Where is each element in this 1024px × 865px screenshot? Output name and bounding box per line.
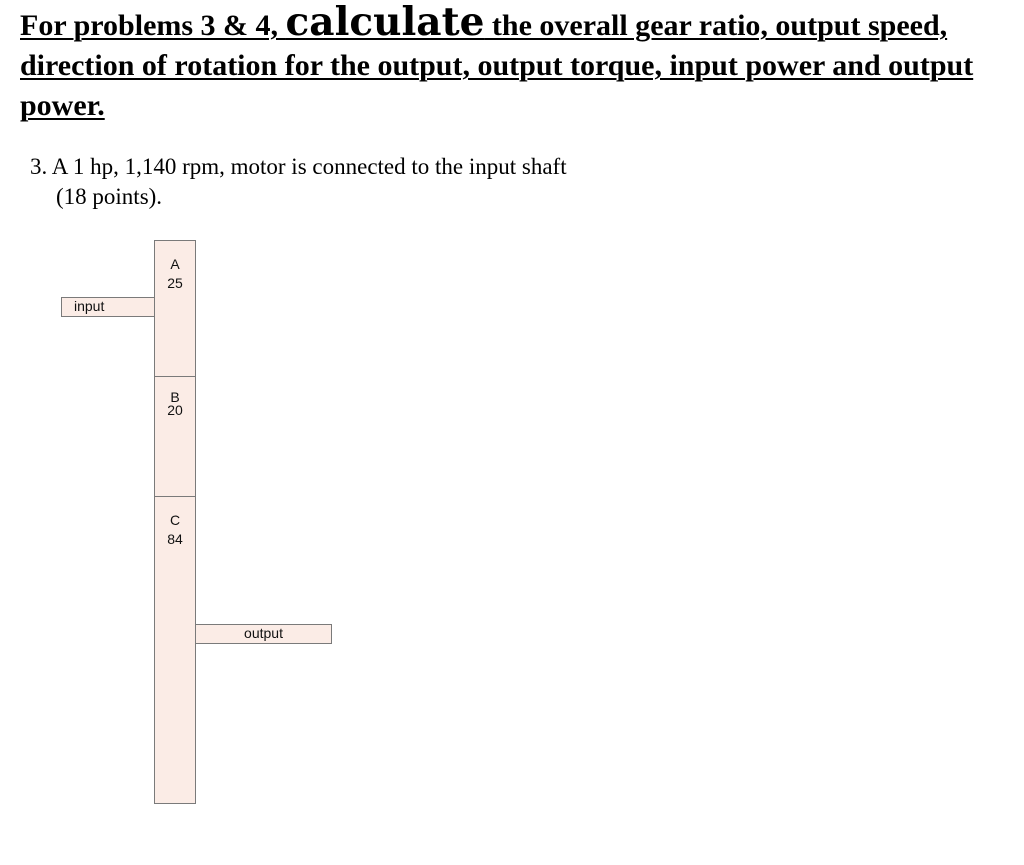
gear-c-teeth: 84 [167, 531, 183, 547]
input-label: input [74, 298, 105, 314]
problem-3-points: (18 points). [56, 184, 163, 209]
problem-3-statement: 3. A 1 hp, 1,140 rpm, motor is connected to the input shaft [30, 154, 567, 179]
instructions-heading [20, 2, 1010, 126]
gear-b-letter: B [170, 389, 180, 405]
heading-part-1: For problems 3 & 4, [20, 9, 286, 42]
gear-b-teeth: 20 [167, 402, 183, 418]
gear-a-teeth: 25 [167, 275, 183, 291]
output-shaft [195, 624, 332, 644]
problem-3 [30, 152, 567, 212]
gear-c-letter: C [169, 512, 181, 528]
gear-a-letter: A [170, 256, 180, 272]
input-shaft [61, 297, 155, 317]
heading-emphasis: calculate [285, 0, 485, 45]
output-label: output [244, 625, 283, 641]
heading-part-2: the overall gear ratio, output speed, direction of rotation for the output, output torque, input power and output power. [20, 9, 974, 122]
